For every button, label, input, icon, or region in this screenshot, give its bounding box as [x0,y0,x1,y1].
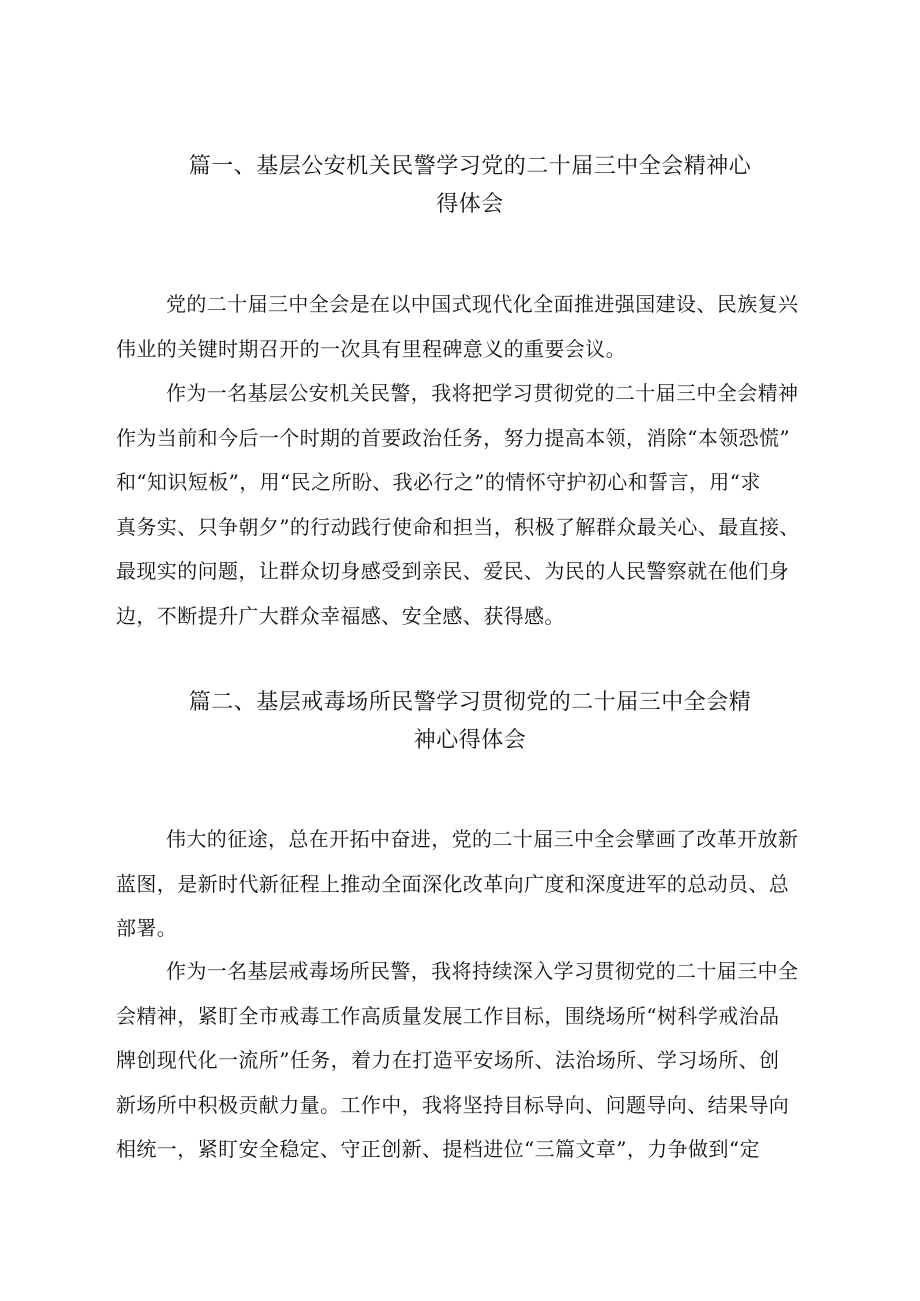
paragraph-line: 蓝图，是新时代新征程上推动全面深化改革向广度和深度进军的总动员、总 [116,871,790,896]
paragraph-line: 作为一名基层公安机关民警，我将把学习贯彻党的二十届三中全会精神 [166,381,799,405]
section-1-title-line: 得体会 [436,192,504,217]
paragraph-line: 会精神，紧盯全市戒毒工作高质量发展工作目标，围绕场所“树科学戒治品 [116,1003,780,1028]
paragraph-line: 伟业的关键时期召开的一次具有里程碑意义的重要会议。 [116,336,626,361]
paragraph-line: 相统一，紧盯安全稳定、守正创新、提档进位“三篇文章”，力争做到“定 [116,1137,760,1161]
section-1-paragraph-2 [116,371,828,638]
paragraph-line: 作为当前和今后一个时期的首要政治任务，努力提高本领，消除“本领恐慌” [116,425,791,450]
section-2-paragraph-2 [116,949,828,1172]
section-1-paragraph-1 [116,282,828,371]
paragraph-line: 边，不断提升广大群众幸福感、安全感、获得感。 [116,603,565,628]
section-1-title-line: 篇一、基层公安机关民警学习党的二十届三中全会精神心 [188,154,752,179]
paragraph-line: 党的二十届三中全会是在以中国式现代化全面推进强国建设、民族复兴 [166,292,799,316]
paragraph-line: 最现实的问题，让群众切身感受到亲民、爱民、为民的人民警察就在他们身 [116,559,790,583]
paragraph-line: 新场所中积极贡献力量。工作中，我将坚持目标导向、问题导向、结果导向 [116,1092,790,1117]
paragraph-line: 真务实、只争朝夕”的行动践行使命和担当，积极了解群众最关心、最直接、 [116,514,800,539]
section-2-paragraph-1 [116,817,828,951]
paragraph-line: 和“知识短板”，用“民之所盼、我必行之”的情怀守护初心和誓言，用“求 [116,470,761,494]
paragraph-line: 作为一名基层戒毒场所民警，我将持续深入学习贯彻党的二十届三中全 [166,959,799,983]
section-1-title [150,148,790,224]
paragraph-line: 牌创现代化一流所”任务，着力在打造平安场所、法治场所、学习场所、创 [116,1048,780,1072]
section-2-title-line: 篇二、基层戒毒场所民警学习贯彻党的二十届三中全会精 [188,690,752,715]
paragraph-line: 伟大的征途，总在开拓中奋进，党的二十届三中全会擘画了改革开放新 [166,827,799,851]
section-2-title-line: 神心得体会 [413,728,527,753]
section-2-title [150,684,790,760]
paragraph-line: 部署。 [116,916,178,940]
